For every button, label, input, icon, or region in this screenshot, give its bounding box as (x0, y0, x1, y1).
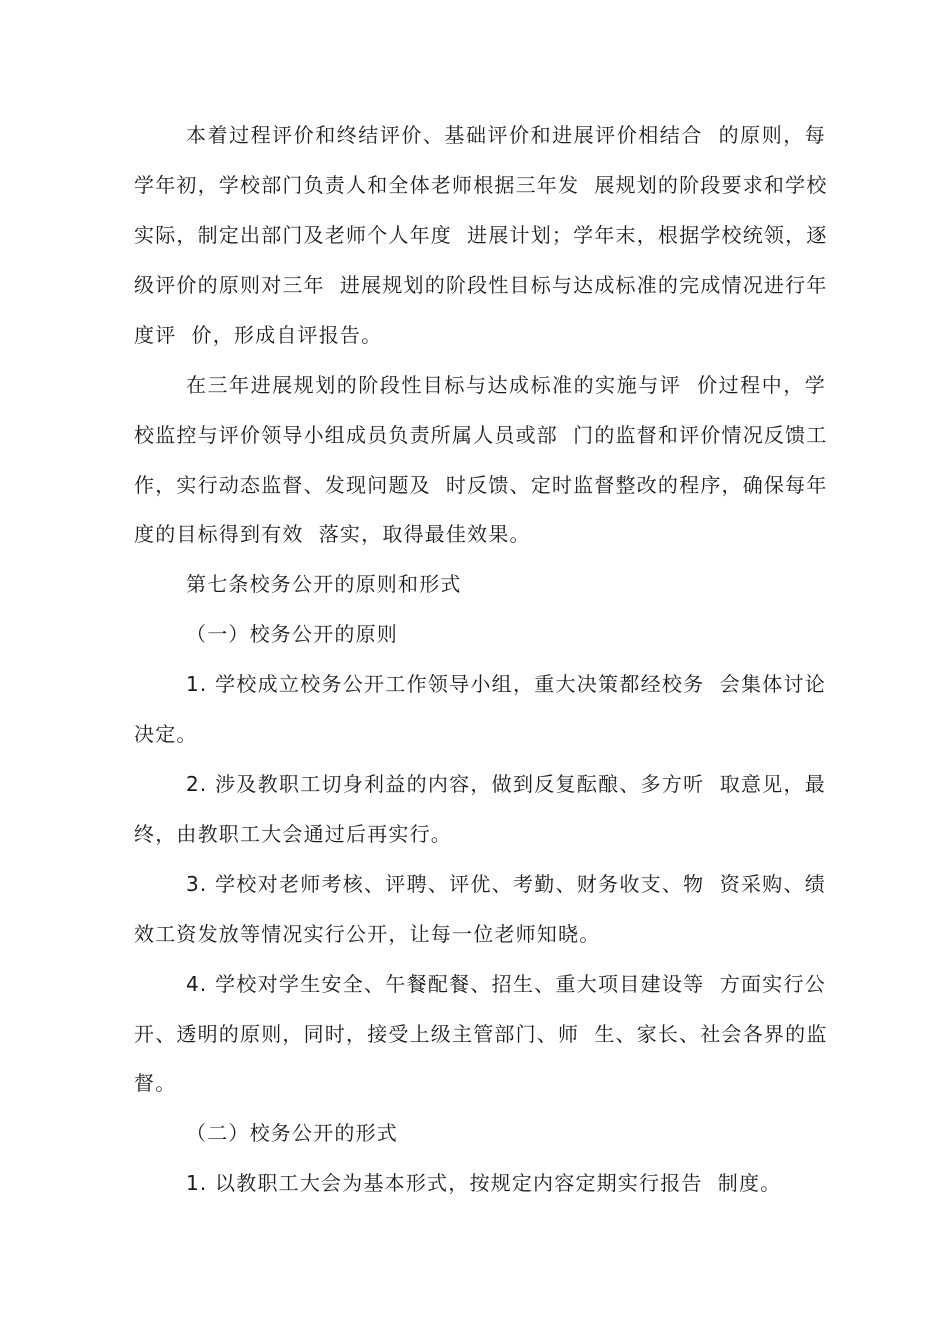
principle-item-2-line-2: 终，由教职工大会通过后再实行。 (134, 822, 452, 846)
paragraph-2-line-2: 校监控与评价领导小组成员负责所属人员或部 门的监督和评价情况反馈工 (134, 423, 828, 447)
principle-item-1-line-1: 1. 学校成立校务公开工作领导小组，重大决策都经校务 会集体讨论 (186, 672, 826, 696)
paragraph-2-line-3: 作，实行动态监督、发现问题及 时反馈、定时监督整改的程序，确保每年 (134, 473, 828, 497)
paragraph-2-line-4: 度的目标得到有效 落实，取得最佳效果。 (134, 522, 531, 546)
principle-item-4-line-1: 4. 学校对学生安全、午餐配餐、招生、重大项目建设等 方面实行公 (186, 972, 826, 996)
subheading-principles: （一）校务公开的原则 (186, 622, 398, 646)
principle-item-3-line-2: 效工资发放等情况实行公开，让每一位老师知晓。 (134, 922, 601, 946)
paragraph-1-line-3: 实际，制定出部门及老师个人年度 进展计划；学年末，根据学校统领，逐 (134, 223, 828, 247)
paragraph-1-line-2: 学年初，学校部门负责人和全体老师根据三年发 展规划的阶段要求和学校 (134, 173, 828, 197)
form-item-1-line-1: 1. 以教职工大会为基本形式，按规定内容定期实行报告 制度。 (186, 1171, 782, 1195)
principle-item-2-line-1: 2. 涉及教职工切身利益的内容，做到反复酝酿、多方听 取意见，最 (186, 772, 826, 796)
paragraph-2-line-1: 在三年进展规划的阶段性目标与达成标准的实施与评 价过程中，学 (186, 373, 826, 397)
subheading-forms: （二）校务公开的形式 (186, 1121, 398, 1145)
principle-item-4-line-3: 督。 (134, 1071, 177, 1095)
principle-item-4-line-2: 开、透明的原则，同时，接受上级主管部门、师 生、家长、社会各界的监 (134, 1022, 828, 1046)
section-heading-article-7: 第七条校务公开的原则和形式 (186, 572, 462, 596)
principle-item-1-line-2: 决定。 (134, 722, 198, 746)
paragraph-1-line-5: 度评 价，形成自评报告。 (134, 323, 383, 347)
principle-item-3-line-1: 3. 学校对老师考核、评聘、评优、考勤、财务收支、物 资采购、绩 (186, 872, 826, 896)
paragraph-1-line-1: 本着过程评价和终结评价、基础评价和进展评价相结合 的原则，每 (186, 123, 826, 147)
paragraph-1-line-4: 级评价的原则对三年 进展规划的阶段性目标与达成标准的完成情况进行年 (134, 273, 828, 297)
